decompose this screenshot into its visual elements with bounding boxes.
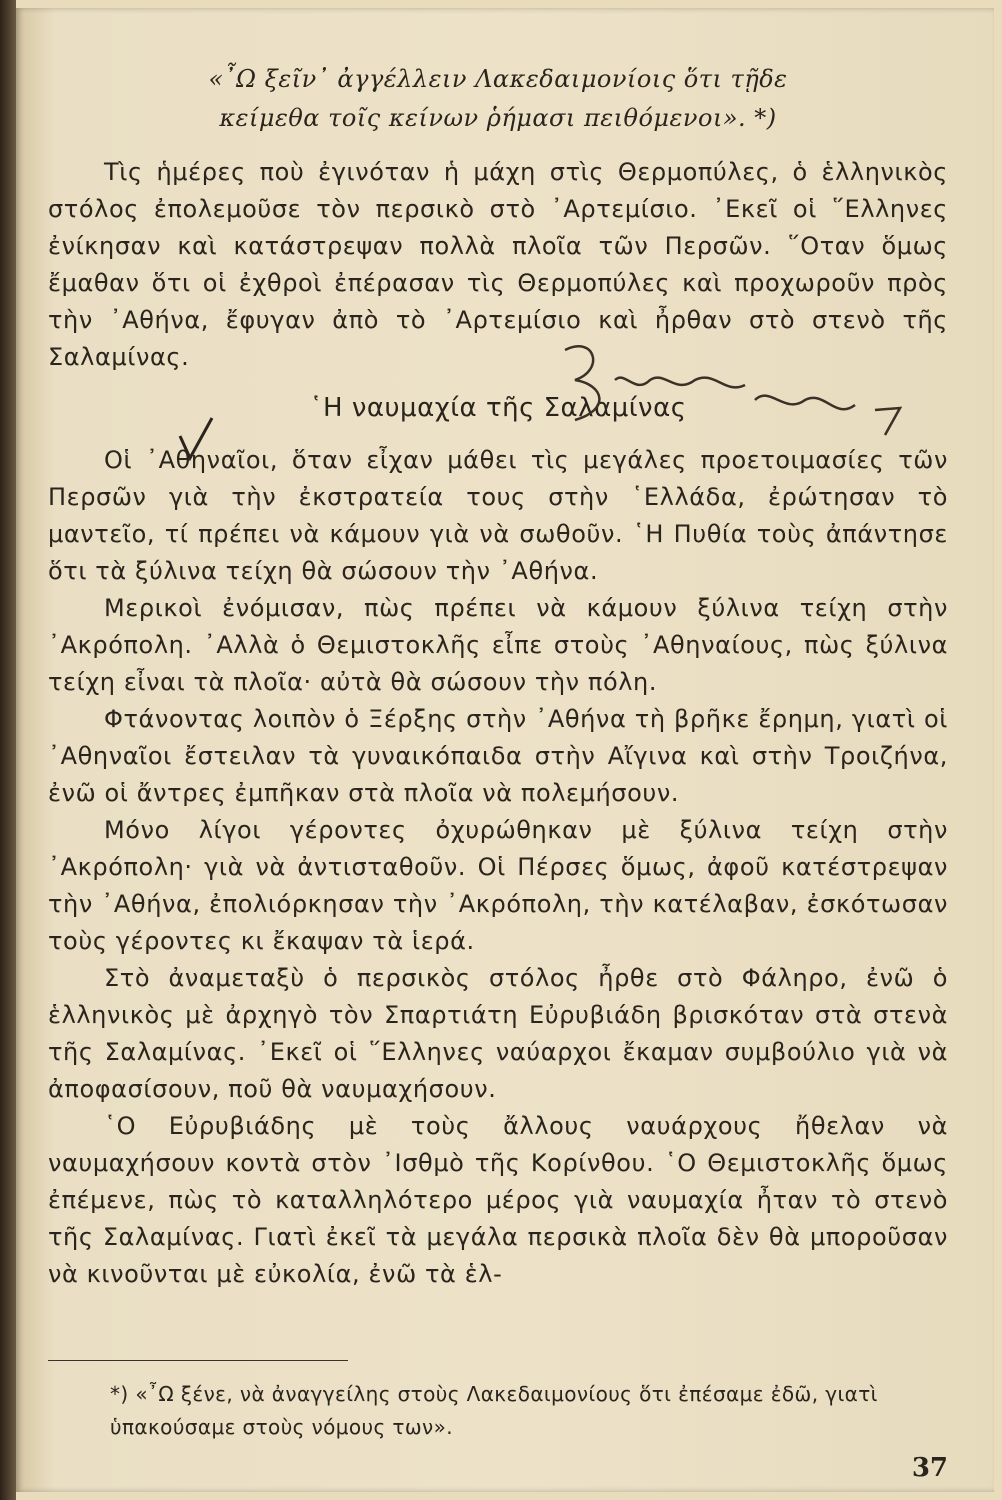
section-heading: ῾Η ναυμαχία τῆς Σαλαμίνας bbox=[309, 393, 687, 423]
paragraph: Μόνο λίγοι γέροντες ὀχυρώθηκαν μὲ ξύλινα τείχη στὴν ᾿Ακρόπολη· γιὰ νὰ ἀντισταθοῦν. Οἱ Πέρσες ὅμως, ἀφοῦ κατέστρεψαν τὴν ᾿Αθήνα, ἐπολιόρκησαν τὴν ᾿Ακρόπολη, τὴν κατέλαβαν, ἐσκότωσαν τοὺς γέροντες κι ἔκαψαν τὰ ἱερά. bbox=[48, 816, 948, 955]
paragraph: Φτάνοντας λοιπὸν ὁ Ξέρξης στὴν ᾿Αθήνα τὴ βρῆκε ἔρημη, γιατὶ οἱ ᾿Αθηναῖοι ἔστειλαν τὰ γυναικόπαιδα στὴν Αἴγινα καὶ στὴν Τροιζήνα, ἐνῶ οἱ ἄντρες ἐμπῆκαν στὰ πλοῖα νὰ πολεμήσουν. bbox=[48, 705, 948, 807]
paragraph: Οἱ ᾿Αθηναῖοι, ὅταν εἶχαν μάθει τὶς μεγάλες προετοιμασίες τῶν Περσῶν γιὰ τὴν ἐκστρατεία τους στὴν ῾Ελλάδα, ἐρώτησαν τὸ μαντεῖο, τί πρέπει νὰ κάμουν γιὰ νὰ σωθοῦν. ῾Η Πυθία τοὺς ἀπάντησε ὅτι τὰ ξύλινα τείχη θὰ σώσουν τὴν ᾿Αθήνα. bbox=[48, 446, 948, 585]
footnote: *) «῏Ω ξένε, νὰ ἀναγγείλης στοὺς Λακεδαιμονίους ὅτι ἐπέσαμε ἐδῶ, γιατὶ ὑπακούσαμε στοὺς νόμους των». bbox=[110, 1382, 878, 1439]
page-number: 37 bbox=[911, 1453, 948, 1483]
epigraph-line-1: «῏Ω ξεῖν᾽ ἀγγέλλειν Λακεδαιμονίοις ὅτι τῇδε bbox=[208, 65, 788, 93]
epigraph bbox=[48, 60, 948, 138]
paragraph: ῾Ο Εὐρυβιάδης μὲ τοὺς ἄλλους ναυάρχους ἤθελαν νὰ ναυμαχήσουν κοντὰ στὸν ᾿Ισθμὸ τῆς Κορίνθου. ῾Ο Θεμιστοκλῆς ὅμως ἐπέμενε, πὼς τὸ καταλληλότερο μέρος γιὰ ναυμαχία ἦταν τὸ στενὸ τῆς Σαλαμίνας. Γιατὶ ἐκεῖ τὰ μεγάλα περσικὰ πλοῖα δὲν θὰ μποροῦσαν νὰ κινοῦνται μὲ εὐκολία, ἐνῶ τὰ ἑλ- bbox=[48, 1112, 948, 1288]
epigraph-line-2: κείμεθα τοῖς κείνων ῥήμασι πειθόμενοι». *) bbox=[219, 104, 777, 132]
footnote-rule bbox=[48, 1360, 348, 1361]
book-spine bbox=[0, 0, 16, 1500]
page-content bbox=[48, 60, 948, 1293]
handwritten-scribble-icon bbox=[555, 340, 915, 440]
paragraph: Στὸ ἀναμεταξὺ ὁ περσικὸς στόλος ἦρθε στὸ Φάληρο, ἐνῶ ὁ ἑλληνικὸς μὲ ἀρχηγὸ τὸν Σπαρτιάτη Εὐρυβιάδη βρισκόταν στὰ στενὰ τῆς Σαλαμίνας. ᾿Εκεῖ οἱ ῞Ελληνες ναύαρχοι ἔκαμαν συμβούλιο γιὰ νὰ ἀποφασίσουν, ποῦ θὰ ναυμαχήσουν. bbox=[48, 964, 948, 1103]
check-mark-icon bbox=[176, 414, 216, 464]
paragraph: Τὶς ἡμέρες ποὺ ἐγινόταν ἡ μάχη στὶς Θερμοπύλες, ὁ ἑλληνικὸς στόλος ἐπολεμοῦσε τὸν περσικὸ στὸ ᾿Αρτεμίσιο. ᾿Εκεῖ οἱ ῞Ελληνες ἐνίκησαν καὶ κατάστρεψαν πολλὰ πλοῖα τῶν Περσῶν. ῞Οταν ὅμως ἔμαθαν ὅτι οἱ ἐχθροὶ ἐπέρασαν τὶς Θερμοπύλες καὶ προχωροῦν πρὸς τὴν ᾿Αθήνα, ἔφυγαν ἀπὸ τὸ ᾿Αρτεμίσιο καὶ ἦρθαν στὸ στενὸ τῆς Σαλαμίνας. bbox=[48, 158, 948, 371]
paragraph: Μερικοὶ ἐνόμισαν, πὼς πρέπει νὰ κάμουν ξύλινα τείχη στὴν ᾿Ακρόπολη. ᾿Αλλὰ ὁ Θεμιστοκλῆς εἶπε στοὺς ᾿Αθηναίους, πὼς ξύλινα τείχη εἶναι τὰ πλοῖα· αὐτὰ θὰ σώσουν τὴν πόλη. bbox=[48, 594, 948, 696]
